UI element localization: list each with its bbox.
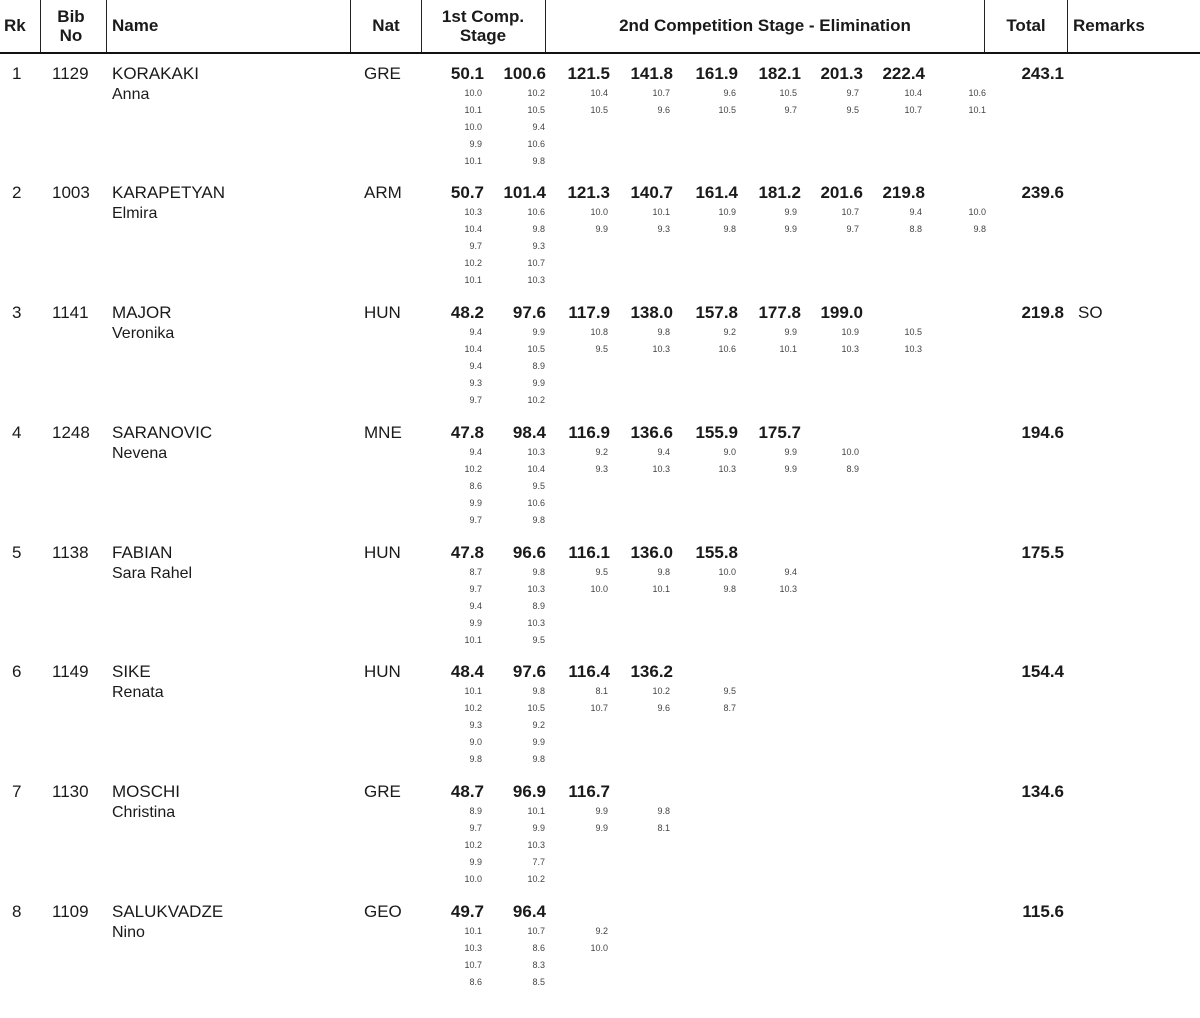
rank-cell: 4 — [12, 423, 22, 442]
stage2-score: 138.0 — [630, 303, 673, 322]
header-rk-label: Rk — [4, 16, 26, 35]
header-nat-label: Nat — [372, 16, 400, 35]
stage2-shot: 9.2 — [595, 447, 608, 457]
stage1-shot: 8.7 — [469, 567, 482, 577]
stage2-shot: 9.6 — [657, 105, 670, 115]
stage1-shot: 10.7 — [464, 960, 482, 970]
stage1-shot: 9.7 — [469, 241, 482, 251]
stage2-shot: 10.0 — [590, 943, 608, 953]
last-name-cell: KARAPETYAN — [112, 183, 226, 202]
first-name-cell: Sara Rahel — [112, 565, 193, 582]
stage1-shot: 10.3 — [527, 584, 545, 594]
table-row — [0, 780, 1200, 898]
stage1-score: 48.2 — [450, 303, 484, 322]
nat-cell: HUN — [364, 662, 401, 681]
stage2-shot: 10.2 — [652, 686, 670, 696]
header-total-label: Total — [1006, 16, 1046, 35]
bib-cell: 1003 — [52, 183, 90, 202]
stage2-shot: 10.4 — [590, 88, 608, 98]
rank-cell: 2 — [12, 183, 22, 202]
header-rule — [0, 52, 1200, 54]
stage1-shot: 10.7 — [527, 258, 545, 268]
stage2-score: 155.8 — [695, 543, 738, 562]
stage1-shot: 10.3 — [527, 447, 545, 457]
stage1-shot: 9.7 — [469, 515, 482, 525]
stage1-shot: 8.5 — [532, 977, 545, 987]
stage1-shot: 9.9 — [532, 378, 545, 388]
stage1-shot: 9.9 — [469, 857, 482, 867]
stage1-shot: 10.5 — [527, 703, 545, 713]
stage1-score: 96.4 — [512, 902, 546, 921]
total-cell: 243.1 — [1021, 64, 1064, 83]
stage2-shot: 10.1 — [779, 344, 797, 354]
header-name — [112, 0, 312, 52]
stage1-shot: 9.9 — [469, 498, 482, 508]
stage1-shot: 10.1 — [464, 635, 482, 645]
stage1-shot: 10.2 — [464, 703, 482, 713]
stage1-score: 49.7 — [450, 902, 484, 921]
nat-cell: HUN — [364, 543, 401, 562]
nat-cell: ARM — [364, 183, 402, 202]
total-cell: 194.6 — [1021, 423, 1064, 442]
stage1-shot: 9.4 — [469, 361, 482, 371]
stage1-shot: 10.7 — [527, 926, 545, 936]
stage2-shot: 9.2 — [595, 926, 608, 936]
last-name-cell: SIKE — [112, 662, 151, 681]
stage1-shot: 10.2 — [464, 464, 482, 474]
remarks-cell: SO — [1078, 303, 1103, 322]
stage1-shot: 10.2 — [464, 258, 482, 268]
stage2-shot: 10.8 — [590, 327, 608, 337]
stage1-shot: 9.9 — [532, 737, 545, 747]
stage2-shot: 9.9 — [784, 207, 797, 217]
stage1-shot: 9.3 — [469, 378, 482, 388]
stage1-score: 48.4 — [450, 662, 484, 681]
stage2-score: 116.1 — [568, 543, 610, 562]
header-divider — [40, 0, 41, 52]
stage1-shot: 10.3 — [464, 207, 482, 217]
stage1-shot: 9.7 — [469, 584, 482, 594]
total-cell: 115.6 — [1022, 902, 1064, 921]
stage1-shot: 9.0 — [469, 737, 482, 747]
rank-cell: 6 — [12, 662, 22, 681]
stage2-score: 182.1 — [758, 64, 801, 83]
stage2-shot: 9.0 — [723, 447, 736, 457]
stage2-shot: 10.3 — [652, 464, 670, 474]
stage2-shot: 9.9 — [784, 447, 797, 457]
stage1-shot: 9.5 — [532, 481, 545, 491]
last-name-cell: SALUKVADZE — [112, 902, 224, 921]
stage1-shot: 7.7 — [532, 857, 545, 867]
stage2-score: 140.7 — [630, 183, 673, 202]
stage1-shot: 9.3 — [469, 720, 482, 730]
stage1-shot: 10.3 — [527, 840, 545, 850]
nat-cell: MNE — [364, 423, 402, 442]
rank-cell: 1 — [12, 64, 22, 83]
stage2-shot: 9.3 — [595, 464, 608, 474]
total-cell: 134.6 — [1021, 782, 1064, 801]
stage2-shot: 9.8 — [657, 567, 670, 577]
header-divider — [350, 0, 351, 52]
stage2-shot: 9.9 — [784, 327, 797, 337]
stage2-shot: 9.9 — [595, 823, 608, 833]
stage1-shot: 10.1 — [527, 806, 545, 816]
stage2-shot: 8.8 — [909, 224, 922, 234]
stage2-score: 116.7 — [568, 782, 610, 801]
stage1-shot: 9.8 — [532, 567, 545, 577]
stage2-shot: 10.7 — [904, 105, 922, 115]
stage1-shot: 9.8 — [532, 224, 545, 234]
stage1-shot: 9.4 — [469, 327, 482, 337]
stage2-shot: 10.3 — [718, 464, 736, 474]
stage1-shot: 10.3 — [464, 943, 482, 953]
stage2-shot: 10.0 — [968, 207, 986, 217]
stage2-shot: 10.3 — [779, 584, 797, 594]
table-row — [0, 541, 1200, 659]
stage2-shot: 10.6 — [968, 88, 986, 98]
stage2-shot: 9.9 — [595, 806, 608, 816]
stage2-score: 141.8 — [630, 64, 673, 83]
stage2-shot: 9.6 — [657, 703, 670, 713]
stage2-shot: 9.4 — [657, 447, 670, 457]
stage2-score: 161.9 — [695, 64, 738, 83]
last-name-cell: MAJOR — [112, 303, 172, 322]
first-name-cell: Nevena — [112, 445, 168, 462]
stage1-shot: 10.1 — [464, 105, 482, 115]
stage2-score: 136.6 — [630, 423, 673, 442]
header-name-label: Name — [112, 16, 159, 35]
rank-cell: 7 — [12, 782, 22, 801]
stage2-shot: 10.9 — [841, 327, 859, 337]
stage2-score: 175.7 — [758, 423, 801, 442]
stage2-shot: 8.7 — [723, 703, 736, 713]
stage1-shot: 10.3 — [527, 275, 545, 285]
stage2-score: 121.3 — [567, 183, 610, 202]
rank-cell: 3 — [12, 303, 22, 322]
header-stage1 — [421, 0, 545, 52]
stage1-shot: 10.4 — [527, 464, 545, 474]
stage2-shot: 9.5 — [723, 686, 736, 696]
stage1-shot: 9.4 — [532, 122, 545, 132]
stage2-shot: 10.5 — [718, 105, 736, 115]
last-name-cell: MOSCHI — [112, 782, 180, 801]
stage2-score: 201.6 — [820, 183, 863, 202]
stage1-shot: 10.4 — [464, 344, 482, 354]
stage2-shot: 10.3 — [841, 344, 859, 354]
stage2-shot: 10.3 — [904, 344, 922, 354]
stage1-shot: 10.0 — [464, 122, 482, 132]
bib-cell: 1138 — [52, 543, 89, 562]
stage2-shot: 10.5 — [904, 327, 922, 337]
stage2-shot: 9.9 — [595, 224, 608, 234]
stage1-shot: 9.4 — [469, 601, 482, 611]
stage2-shot: 8.1 — [657, 823, 670, 833]
stage2-shot: 10.0 — [590, 207, 608, 217]
stage1-shot: 9.8 — [532, 686, 545, 696]
stage2-shot: 9.7 — [784, 105, 797, 115]
stage2-shot: 9.7 — [846, 224, 859, 234]
nat-cell: GRE — [364, 782, 401, 801]
stage2-score: 181.2 — [758, 183, 801, 202]
table-row — [0, 421, 1200, 539]
stage1-shot: 9.4 — [469, 447, 482, 457]
stage2-shot: 10.3 — [652, 344, 670, 354]
stage2-shot: 9.6 — [723, 88, 736, 98]
total-cell: 219.8 — [1021, 303, 1064, 322]
stage1-score: 50.7 — [450, 183, 484, 202]
header-bib-line2: No — [59, 26, 83, 45]
stage2-score: 161.4 — [695, 183, 738, 202]
stage1-score: 97.6 — [512, 303, 546, 322]
table-row — [0, 181, 1200, 299]
stage2-score: 117.9 — [568, 303, 610, 322]
stage1-shot: 9.9 — [532, 327, 545, 337]
stage1-shot: 9.9 — [469, 139, 482, 149]
stage2-score: 222.4 — [882, 64, 925, 83]
bib-cell: 1109 — [52, 902, 89, 921]
stage2-shot: 10.1 — [968, 105, 986, 115]
stage2-shot: 10.0 — [590, 584, 608, 594]
total-cell: 239.6 — [1021, 183, 1064, 202]
stage2-shot: 9.4 — [784, 567, 797, 577]
bib-cell: 1248 — [52, 423, 90, 442]
bib-cell: 1149 — [52, 662, 89, 681]
stage1-score: 47.8 — [450, 423, 484, 442]
stage1-shot: 9.3 — [532, 241, 545, 251]
stage1-score: 47.8 — [450, 543, 484, 562]
stage1-score: 97.6 — [512, 662, 546, 681]
first-name-cell: Elmira — [112, 205, 158, 222]
header-remarks-label: Remarks — [1073, 16, 1145, 35]
stage2-shot: 10.0 — [841, 447, 859, 457]
first-name-cell: Anna — [112, 86, 150, 103]
header-stage2-label: 2nd Competition Stage - Elimination — [619, 16, 911, 35]
stage1-score: 96.6 — [512, 543, 546, 562]
stage1-shot: 10.5 — [527, 344, 545, 354]
stage1-shot: 9.8 — [469, 754, 482, 764]
stage2-shot: 9.8 — [657, 806, 670, 816]
first-name-cell: Veronika — [112, 325, 175, 342]
stage1-shot: 8.9 — [532, 361, 545, 371]
stage2-shot: 9.8 — [657, 327, 670, 337]
header-nat — [352, 0, 420, 52]
stage1-shot: 10.1 — [464, 156, 482, 166]
stage2-score: 116.9 — [568, 423, 610, 442]
stage2-score: 201.3 — [820, 64, 863, 83]
stage1-shot: 10.1 — [464, 275, 482, 285]
stage2-score: 116.4 — [568, 662, 610, 681]
stage1-shot: 9.9 — [532, 823, 545, 833]
stage1-shot: 10.0 — [464, 874, 482, 884]
stage2-shot: 10.9 — [718, 207, 736, 217]
stage1-shot: 10.2 — [464, 840, 482, 850]
nat-cell: GRE — [364, 64, 401, 83]
stage2-score: 177.8 — [758, 303, 801, 322]
stage2-shot: 9.5 — [846, 105, 859, 115]
last-name-cell: SARANOVIC — [112, 423, 213, 442]
stage2-shot: 9.3 — [657, 224, 670, 234]
header-stage1-line2: Stage — [459, 26, 507, 45]
stage2-shot: 10.6 — [718, 344, 736, 354]
stage2-shot: 9.7 — [846, 88, 859, 98]
stage2-shot: 9.5 — [595, 567, 608, 577]
stage2-shot: 9.8 — [723, 224, 736, 234]
stage2-shot: 10.5 — [590, 105, 608, 115]
stage2-shot: 10.1 — [652, 584, 670, 594]
header-remarks — [1073, 0, 1193, 52]
header-rk — [4, 0, 36, 52]
stage1-shot: 10.2 — [527, 88, 545, 98]
stage2-score: 121.5 — [567, 64, 610, 83]
stage2-score: 219.8 — [882, 183, 925, 202]
stage2-shot: 9.5 — [595, 344, 608, 354]
last-name-cell: FABIAN — [112, 543, 173, 562]
stage1-score: 50.1 — [450, 64, 484, 83]
stage2-shot: 10.7 — [590, 703, 608, 713]
stage1-shot: 9.8 — [532, 515, 545, 525]
table-row — [0, 900, 1200, 1018]
stage2-shot: 9.8 — [973, 224, 986, 234]
table-row — [0, 660, 1200, 778]
header-stage1-line1: 1st Comp. — [441, 7, 525, 26]
header-bib — [46, 0, 96, 52]
last-name-cell: KORAKAKI — [112, 64, 199, 83]
stage2-score: 199.0 — [820, 303, 863, 322]
stage1-shot: 10.4 — [464, 224, 482, 234]
first-name-cell: Renata — [112, 684, 164, 701]
stage1-shot: 9.8 — [532, 156, 545, 166]
stage2-shot: 8.9 — [846, 464, 859, 474]
stage2-shot: 10.0 — [718, 567, 736, 577]
stage2-shot: 9.9 — [784, 224, 797, 234]
stage2-score: 136.2 — [630, 662, 673, 681]
header-divider — [421, 0, 422, 52]
bib-cell: 1130 — [52, 782, 89, 801]
stage1-shot: 10.5 — [527, 105, 545, 115]
total-cell: 154.4 — [1021, 662, 1064, 681]
stage2-shot: 10.1 — [652, 207, 670, 217]
header-divider — [1067, 0, 1068, 52]
stage1-shot: 9.9 — [469, 618, 482, 628]
stage1-shot: 8.6 — [469, 977, 482, 987]
stage1-shot: 10.6 — [527, 498, 545, 508]
table-row — [0, 62, 1200, 180]
stage2-shot: 10.4 — [904, 88, 922, 98]
stage1-shot: 9.7 — [469, 395, 482, 405]
stage2-shot: 9.2 — [723, 327, 736, 337]
rank-cell: 5 — [12, 543, 22, 562]
stage1-score: 100.6 — [503, 64, 546, 83]
stage2-shot: 9.8 — [723, 584, 736, 594]
stage1-shot: 8.3 — [532, 960, 545, 970]
header-bib-line1: Bib — [57, 7, 85, 26]
stage2-shot: 9.4 — [909, 207, 922, 217]
stage1-shot: 8.6 — [532, 943, 545, 953]
header-total — [985, 0, 1067, 52]
header-divider — [545, 0, 546, 52]
stage2-shot: 10.7 — [841, 207, 859, 217]
stage1-shot: 10.3 — [527, 618, 545, 628]
stage1-shot: 10.1 — [464, 686, 482, 696]
bib-cell: 1129 — [52, 64, 89, 83]
stage1-shot: 9.7 — [469, 823, 482, 833]
stage2-shot: 10.5 — [779, 88, 797, 98]
stage1-shot: 8.6 — [469, 481, 482, 491]
stage1-shot: 10.0 — [464, 88, 482, 98]
stage1-shot: 9.8 — [532, 754, 545, 764]
total-cell: 175.5 — [1021, 543, 1064, 562]
table-row — [0, 301, 1200, 419]
stage2-score: 155.9 — [695, 423, 738, 442]
stage1-shot: 9.5 — [532, 635, 545, 645]
stage1-shot: 9.2 — [532, 720, 545, 730]
header-divider — [106, 0, 107, 52]
stage1-score: 96.9 — [512, 782, 546, 801]
rank-cell: 8 — [12, 902, 22, 921]
stage1-score: 101.4 — [503, 183, 546, 202]
stage1-shot: 10.1 — [464, 926, 482, 936]
stage2-shot: 9.9 — [784, 464, 797, 474]
stage1-score: 48.7 — [450, 782, 484, 801]
stage1-shot: 10.6 — [527, 139, 545, 149]
first-name-cell: Christina — [112, 804, 176, 821]
stage1-shot: 8.9 — [532, 601, 545, 611]
bib-cell: 1141 — [52, 303, 89, 322]
stage2-shot: 10.7 — [652, 88, 670, 98]
stage2-score: 136.0 — [630, 543, 673, 562]
stage1-shot: 8.9 — [469, 806, 482, 816]
nat-cell: GEO — [364, 902, 402, 921]
stage2-shot: 8.1 — [595, 686, 608, 696]
stage1-shot: 10.2 — [527, 874, 545, 884]
first-name-cell: Nino — [112, 924, 145, 941]
stage1-shot: 10.6 — [527, 207, 545, 217]
stage2-score: 157.8 — [695, 303, 738, 322]
stage1-shot: 10.2 — [527, 395, 545, 405]
header-stage2 — [546, 0, 984, 52]
nat-cell: HUN — [364, 303, 401, 322]
stage1-score: 98.4 — [512, 423, 546, 442]
header-divider — [984, 0, 985, 52]
